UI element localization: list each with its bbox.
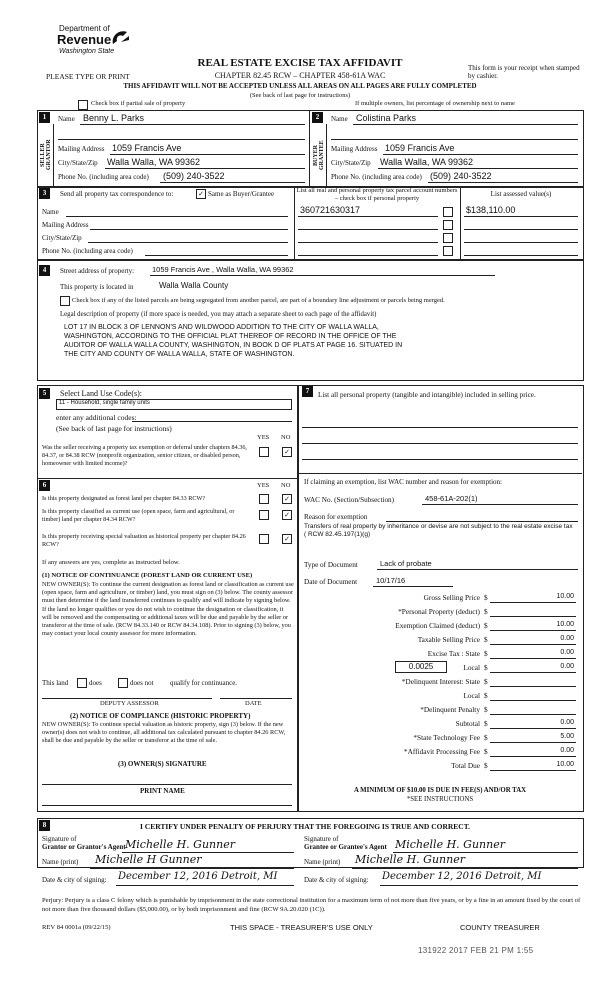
notice-compliance-text: NEW OWNER(S): To continue special valuation as historic property, sign (3) below. If the new owner(s) does not wish to continue, all additional tax calculated pursuant to chapter 84.26 RCW, shall be due and payable by the seller or transferor at the time of sale. — [42, 721, 286, 745]
assessed-value[interactable]: $138,110.00 — [466, 205, 516, 215]
form-number: REV 84 0001a (09/22/15) — [42, 924, 111, 931]
section-2-number: 2 — [312, 112, 323, 123]
warning-text: THIS AFFIDAVIT WILL NOT BE ACCEPTED UNLESS ALL AREAS ON ALL PAGES ARE FULLY COMPLETED — [123, 82, 477, 90]
wac-label: WAC No. (Section/Subsection) — [304, 496, 395, 504]
dollar-sign: $ — [484, 663, 488, 672]
personal-property-checkbox-4[interactable] — [443, 246, 453, 256]
section-5-q1-yes[interactable] — [259, 447, 269, 457]
seller-address[interactable]: 1059 Francis Ave — [112, 143, 182, 153]
tax-row-label: Exemption Claimed (deduct) — [395, 621, 480, 630]
buyer-city[interactable]: Walla Walla, WA 99362 — [380, 157, 474, 167]
left-date-label: Date & city of signing: — [42, 876, 107, 884]
located-label: This property is located in — [60, 283, 134, 291]
right-signature-of: Signature of — [304, 835, 339, 843]
tax-row-label: *State Technology Fee — [413, 733, 480, 742]
assessor-date-label: DATE — [245, 700, 262, 707]
partial-sale-checkbox[interactable] — [78, 100, 88, 110]
dollar-sign: $ — [484, 719, 488, 728]
legal-description-label: Legal description of property (if more space is needed, you may attach a separate sheet to each page of the affidavit) — [60, 311, 377, 318]
exemption-reason[interactable]: Transfers of real property by inheritance or devise are not subject to the real estate excise tax ( RCW 82.45.197(1)(g) — [304, 523, 573, 538]
seller-phone[interactable]: (509) 240-3522 — [163, 171, 225, 181]
this-land-label: This land — [42, 679, 69, 687]
segregated-checkbox[interactable] — [60, 296, 70, 306]
tax-row-label: Local — [463, 663, 480, 672]
left-signature-of: Signature of — [42, 835, 77, 843]
dollar-sign: $ — [484, 691, 488, 700]
section-6-q1-yes[interactable] — [259, 494, 269, 504]
left-date-city[interactable]: December 12, 2016 Detroit, MI — [118, 871, 278, 882]
corr-name-label: Name — [42, 208, 59, 216]
right-name-print[interactable]: Michelle H. Gunner — [355, 853, 465, 866]
minimum-due-note: A MINIMUM OF $10.00 IS DUE IN FEE(S) AND/OR TAX — [353, 787, 527, 794]
multiple-owners-label: If multiple owners, list percentage of ownership next to name — [355, 100, 515, 107]
section-5-number: 5 — [39, 388, 50, 399]
does-label: does — [89, 679, 102, 687]
section-6-q3-no[interactable]: ✓ — [282, 534, 292, 544]
section-1-number: 1 — [39, 112, 50, 123]
section-6-question-1: Is this property designated as forest land per chapter 84.33 RCW? — [42, 495, 206, 502]
qualify-label: qualify for continuance. — [170, 679, 238, 687]
tax-row-value[interactable]: 10.00 — [556, 761, 574, 768]
section-6-question-3: Is this property receiving special valuation as historical property per chapter 84.26 RCW? — [42, 533, 246, 548]
if-yes-text: If any answers are yes, complete as instructed below. — [42, 559, 180, 566]
dollar-sign: $ — [484, 747, 488, 756]
buyer-name-label: Name — [331, 115, 348, 123]
section-3-number: 3 — [39, 188, 50, 199]
section-6-yes: YES — [257, 482, 270, 489]
notice-compliance-title: (2) NOTICE OF COMPLIANCE (HISTORIC PROPERTY) — [70, 712, 251, 720]
parcel-number[interactable]: 360721630317 — [300, 205, 361, 215]
list-personal-property: List all personal property (tangible and intangible) included in selling price. — [318, 391, 536, 399]
seller-city[interactable]: Walla Walla, WA 99362 — [107, 157, 201, 167]
section-7-number: 7 — [302, 386, 313, 397]
dollar-sign: $ — [484, 621, 488, 630]
street-address[interactable]: 1059 Francis Ave , Walla Walla, WA 99362 — [152, 265, 294, 274]
section-8-number: 8 — [39, 820, 50, 831]
section-6-q2-no[interactable]: ✓ — [282, 510, 292, 520]
seller-phone-label: Phone No. (including area code) — [58, 173, 149, 181]
section-5-no: NO — [281, 434, 291, 441]
tax-row-label: *Delinquent Penalty — [420, 705, 480, 714]
see-back-text: (See back of last page for instructions) — [249, 92, 351, 99]
notice-continuance-title: (1) NOTICE OF CONTINUANCE (FOREST LAND OR CURRENT USE) — [42, 572, 253, 579]
buyer-phone[interactable]: (509) 240-3522 — [430, 171, 492, 181]
dollar-sign: $ — [484, 593, 488, 602]
legal-line-4: THE CITY AND COUNTY OF WALLA WALLA, STATE OF WASHINGTON. — [64, 351, 295, 358]
perjury-text: Perjury: Perjury is a class C felony which is punishable by imprisonment in the state correctional institution for a maximum term of not more than five years, or by a fine in an amount fixed by the court of not more than five thousand dollars ($5,000.00), or by both imprisonment and fine (RCW 9A.20.020 (1C)). — [42, 897, 581, 913]
tax-table — [300, 593, 580, 781]
right-signature-label: Grantee or Grantee's Agent — [304, 843, 387, 851]
receipt-note: This form is your receipt when stamped by cashier. — [468, 64, 580, 80]
buyer-phone-label: Phone No. (including area code) — [331, 173, 422, 181]
tax-row-value[interactable]: 0.00 — [560, 635, 574, 642]
document-date[interactable]: 10/17/16 — [376, 576, 406, 585]
buyer-name[interactable]: Colistina Parks — [356, 113, 417, 123]
document-type-label: Type of Document — [304, 561, 358, 569]
reason-label: Reason for exemption — [304, 513, 368, 521]
seller-address-label: Mailing Address — [58, 145, 105, 153]
print-name-label: PRINT NAME — [140, 787, 185, 795]
personal-property-checkbox-3[interactable] — [443, 233, 453, 243]
section-4-box — [37, 259, 584, 381]
same-as-buyer-checkbox[interactable]: ✓ — [196, 189, 206, 199]
left-signature-label: Grantor or Grantor's Agent — [42, 843, 126, 851]
send-correspondence-label: Send all property tax correspondence to: — [60, 190, 174, 198]
seller-city-label: City/State/Zip — [58, 159, 98, 167]
claim-exemption-label: If claiming an exemption, list WAC number and reason for exemption: — [304, 478, 502, 486]
tax-row-value[interactable]: 10.00 — [556, 621, 574, 628]
tax-row-value[interactable]: 10.00 — [556, 593, 574, 600]
tax-row-label: Local — [463, 691, 480, 700]
form-subtitle: CHAPTER 82.45 RCW – CHAPTER 458-61A WAC — [214, 71, 386, 80]
owner-signature-title: (3) OWNER(S) SIGNATURE — [118, 760, 207, 768]
agency-logo — [47, 24, 137, 66]
document-date-label: Date of Document — [304, 578, 358, 586]
section-6-q2-yes[interactable] — [259, 510, 269, 520]
right-name-label: Name (print) — [304, 858, 341, 866]
corr-address-label: Mailing Address — [42, 221, 89, 229]
document-type[interactable]: Lack of probate — [380, 559, 432, 568]
corr-phone-label: Phone No. (including area code) — [42, 247, 133, 255]
tax-row-value[interactable]: 0.00 — [560, 649, 574, 656]
same-as-buyer-label: Same as Buyer/Grantee — [208, 190, 275, 198]
form-title: REAL ESTATE EXCISE TAX AFFIDAVIT — [197, 57, 403, 69]
tax-row-label: *Delinquent Interest: State — [401, 677, 480, 686]
section-5-question-1: Was the seller receiving a property tax exemption or deferral under chapters 84.36, 84.37, or 84.38 RCW (nonprofit organization, senior citizen, or disabled person, homeowner with limited income)? — [42, 444, 247, 467]
dollar-sign: $ — [484, 705, 488, 714]
agency-dept: Department of — [59, 24, 110, 33]
corr-city-label: City/State/Zip — [42, 234, 82, 242]
parcel-header: List all real and personal property tax parcel account numbers – check box if personal property — [296, 187, 458, 202]
does-not-label: does not — [130, 679, 154, 687]
notice-continuance-text: NEW OWNER(S): To continue the current designation as forest land or classification as current use (open space, farm and agriculture, or timber) land, you must sign on (3) below. The county assessor must then determine if the land transferred continues to qualify and will indicate by signing below. If the land no longer qualifies or you do not wish to continue the designation or classification, it will be removed and the compensating or additional taxes will be due and payable by the seller or transferor at the time of sale. (RCW 84.33.140 or RCW 84.34.108). Prior to signing (3) below, you may contact your local county assessor for more information. — [42, 581, 294, 638]
legal-line-2: WASHINGTON, ACCORDING TO THE OFFICIAL PLAT THEREOF OF RECORD IN THE OFFICE OF THE — [64, 333, 397, 340]
seller-name-label: Name — [58, 115, 75, 123]
section-4-number: 4 — [39, 265, 50, 276]
see-instructions-note: *SEE INSTRUCTIONS — [406, 796, 474, 803]
dollar-sign: $ — [484, 733, 488, 742]
seller-side-label: SELLER GRANTOR — [40, 139, 52, 171]
local-rate-box[interactable]: 0.0025 — [395, 661, 447, 673]
deputy-assessor-label: DEPUTY ASSESSOR — [100, 700, 159, 707]
section-6-q3-yes[interactable] — [259, 534, 269, 544]
value-header: List assessed value(s) — [490, 190, 552, 198]
tax-row-label: Gross Selling Price — [423, 593, 480, 602]
section-5-q1-no[interactable]: ✓ — [282, 447, 292, 457]
tax-row-value[interactable]: 0.00 — [560, 663, 574, 670]
tax-row-value[interactable]: 0.00 — [560, 719, 574, 726]
section-6-number: 6 — [39, 480, 50, 491]
tax-row-label: *Personal Property (deduct) — [398, 607, 480, 616]
tax-row-value[interactable]: 5.00 — [560, 733, 574, 740]
buyer-side-label: BUYER GRANTEE — [313, 140, 325, 170]
partial-sale-label: Check box if partial sale of property — [91, 100, 186, 107]
county-treasurer: COUNTY TREASURER — [460, 923, 540, 932]
dollar-sign: $ — [484, 635, 488, 644]
additional-codes-label: enter any additional codes: — [56, 413, 137, 422]
does-checkbox[interactable] — [77, 678, 87, 688]
agency-state: Washington State — [59, 48, 115, 55]
dollar-sign: $ — [484, 649, 488, 658]
right-date-city[interactable]: December 12, 2016 Detroit, MI — [382, 871, 542, 882]
left-signature[interactable]: Michelle H. Gunner — [125, 838, 235, 851]
buyer-address[interactable]: 1059 Francis Ave — [385, 143, 455, 153]
segregated-label: Check box if any of the listed parcels are being segregated from another parcel, are part of a boundary line adjustment or parcels being merged. — [72, 297, 445, 304]
left-name-print[interactable]: Michelle H Gunner — [95, 853, 202, 866]
does-not-checkbox[interactable] — [118, 678, 128, 688]
legal-line-3: AUDITOR OF WALLA WALLA COUNTY, WASHINGTON, IN BOOK D OF PLATS AT PAGE 16. SITUATED IN — [64, 342, 403, 349]
section-6-question-2: Is this property classified as current use (open space, farm and agricultural, or timber) land per chapter 84.34 RCW? — [42, 508, 235, 523]
tax-row-label: Total Due — [451, 761, 480, 770]
buyer-city-label: City/State/Zip — [331, 159, 371, 167]
agency-name: Revenue — [57, 32, 112, 47]
section-5-see-back: (See back of last page for instructions) — [56, 424, 172, 433]
buyer-address-label: Mailing Address — [331, 145, 378, 153]
dollar-sign: $ — [484, 677, 488, 686]
treasurer-use-only: THIS SPACE - TREASURER'S USE ONLY — [230, 923, 373, 932]
certify-text: I CERTIFY UNDER PENALTY OF PERJURY THAT THE FOREGOING IS TRUE AND CORRECT. — [140, 822, 471, 831]
tax-row-value[interactable]: 0.00 — [560, 747, 574, 754]
please-type: PLEASE TYPE OR PRINT — [46, 72, 130, 81]
located-county[interactable]: Walla Walla County — [159, 281, 229, 290]
tax-row-label: Taxable Selling Price — [417, 635, 480, 644]
tax-row-label: *Affidavit Processing Fee — [403, 747, 480, 756]
dollar-sign: $ — [484, 607, 488, 616]
right-date-label: Date & city of signing: — [304, 876, 369, 884]
street-label: Street address of property: — [60, 267, 135, 275]
revenue-logo-icon — [109, 28, 131, 48]
land-use-label: Select Land Use Code(s): — [60, 389, 142, 398]
wac-number[interactable]: 458-61A-202(1) — [425, 494, 478, 503]
tax-row-label: Excise Tax : State — [427, 649, 480, 658]
tax-row-label: Subtotal — [455, 719, 480, 728]
left-name-label: Name (print) — [42, 858, 79, 866]
seller-name[interactable]: Benny L. Parks — [83, 113, 145, 123]
legal-line-1: LOT 17 IN BLOCK 3 OF LENNON'S AND WILDWOOD ADDITION TO THE CITY OF WALLA WALLA, — [64, 324, 379, 331]
personal-property-checkbox-2[interactable] — [443, 220, 453, 230]
section-6-q1-no[interactable]: ✓ — [282, 494, 292, 504]
section-6-no: NO — [281, 482, 291, 489]
received-stamp: 131922 2017 FEB 21 PM 1:55 — [418, 946, 534, 955]
personal-property-checkbox-1[interactable] — [443, 207, 453, 217]
dollar-sign: $ — [484, 761, 488, 770]
land-use-code[interactable]: 11 - Household, single family units — [59, 400, 150, 406]
section-5-yes: YES — [257, 434, 270, 441]
right-signature[interactable]: Michelle H. Gunner — [395, 838, 505, 851]
